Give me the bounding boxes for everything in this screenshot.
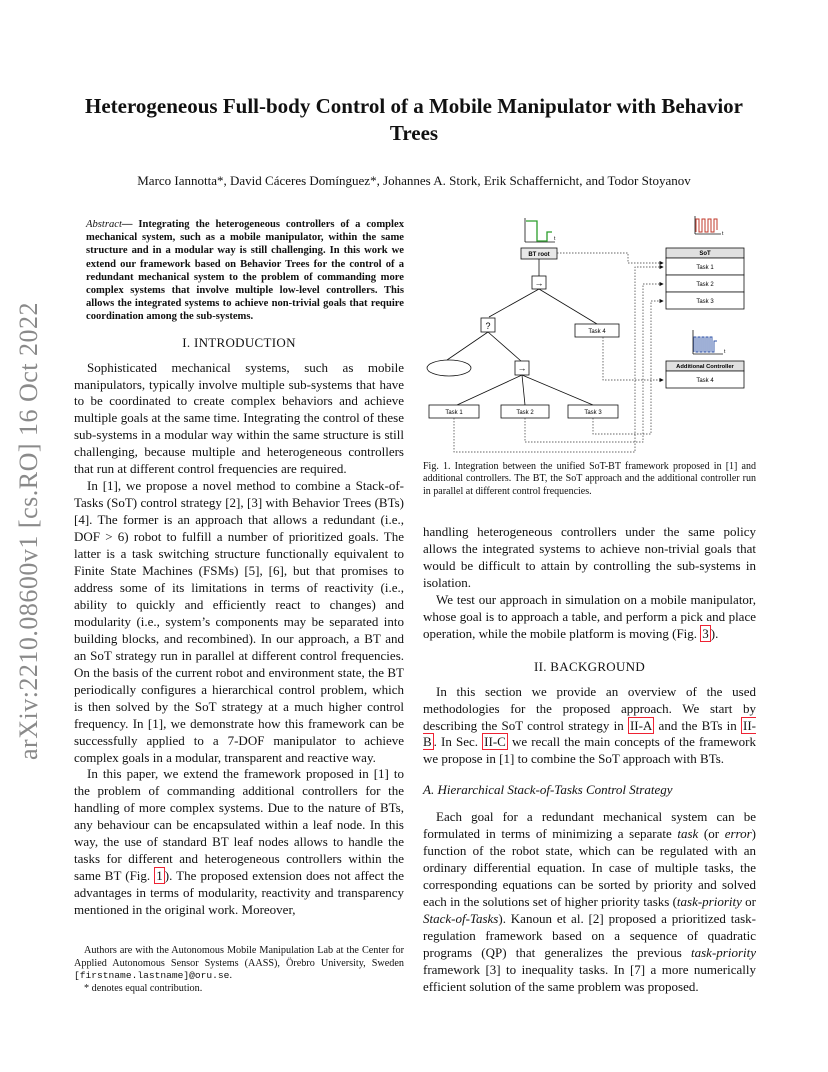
paper-authors: Marco Iannotta*, David Cáceres Domínguez*, Johannes A. Stork, Erik Schaffernicht, and Todor Stoyanov (137, 173, 691, 188)
background-paragraph-1 (423, 684, 756, 769)
additional-controller-block (666, 361, 744, 388)
footnote-equal-contribution: * denotes equal contribution. (84, 983, 203, 995)
section-heading-introduction: I. INTRODUCTION (182, 334, 296, 350)
intro-paragraph-2: In [1], we propose a novel method to combine a Stack-of-Tasks (SoT) control strategy [2], [3] with Behavior Trees (BTs) [4]. The former is an approach that allows a redundant (i.e., DOF > 6) robot to fulfill a number of prioritized goals. The latter is a task switching structure functionally equivalent to Finite State Machines (FSMs) [5], [6], but that promises to address some of its limitations in terms of reactivity (i.e., ability to quickly and efficiently react to changes) and modularity (i.e., system’s components may be separated into building blocks, and recombined). In our approach, a BT and an SoT strategy run in parallel at different control frequencies. On the basis of the current robot and environment state, the BT periodically configures a hierarchical control problem, which is then solved by the SoT strategy at a much higher control frequency. In [1], we demonstrate how this framework can be successfully applied to a 7-DOF manipulator to achieve complex goals in a modular, transparent and reactive way. (74, 478, 404, 765)
text-span: or (741, 894, 756, 910)
sot-task-1-label: Task 1 (696, 265, 714, 271)
sot-task-2-label: Task 2 (696, 282, 714, 288)
sequence-node-bottom (515, 361, 529, 375)
text-span: error (724, 826, 752, 842)
abstract-text: — Integrating the heterogeneous controllers of a complex mechanical system, such as a mobile manipulator, within the same structure and in a modular way is still challenging. In this work we extend our framework based on Behavior Trees for the control of a redundant mechanical system to the problem of commanding more complex systems that involve multiple low-level controllers. This allows the integrated systems to achieve non-trivial goals that require coordination among the sub-systems. (86, 219, 404, 323)
sot-label: SoT (699, 251, 711, 257)
left-column (74, 218, 404, 919)
section-heading-background: II. BACKGROUND (533, 658, 646, 674)
text-span: we recall the main concepts of the framework we propose in [1] to combine the SoT approach with BTs. (423, 734, 756, 767)
section-reference-link-iic[interactable]: II-C (484, 734, 506, 750)
abstract-label: Abstract (86, 219, 122, 230)
right-column (423, 524, 756, 996)
sequence-node-top (532, 276, 546, 289)
text-span: ). The proposed extension does not affect the advantages in terms of modularity, reactivity and transparency mentioned in the original work. Moreover, (74, 868, 404, 918)
text-span: ) function of the robot state, which can be regulated with an ordinary differential equation. In case of multiple tasks, the corresponding equations can be sorted by priority and solved each in the solutions set of higher priority tasks ( (423, 826, 756, 910)
intro-paragraph-4 (423, 592, 756, 643)
bt-task-3-node (568, 405, 618, 418)
figure-reference-link[interactable]: 1 (156, 868, 163, 884)
text-span: framework [3] to inequality tasks. In [7] a more numerically efficient solution of the same problem was proposed. (423, 961, 756, 994)
text-span: Each goal for a redundant mechanical system can be formulated in terms of minimizing a separate (423, 809, 756, 842)
signal-t-label: t (554, 236, 556, 242)
additional-controller-label: Additional Controller (676, 364, 734, 370)
figure-diagram (423, 210, 757, 460)
text-span: Authors are with the Autonomous Mobile Manipulation Lab at the Center for Applied Autonomous Sensor Systems (AASS), Örebro University, Sweden (74, 945, 404, 969)
dotted-connections (454, 253, 663, 452)
fallback-symbol: ? (485, 321, 491, 331)
task-3-label: Task 3 (584, 410, 602, 416)
text-span: task-priority (691, 944, 756, 960)
task-1-label: Task 1 (445, 410, 463, 416)
fallback-node (481, 318, 495, 332)
footnote-affiliation (74, 945, 404, 983)
controller-task-4-label: Task 4 (696, 378, 714, 384)
section-reference-link-iia[interactable]: II-A (629, 717, 653, 733)
text-span: We test our approach in simulation on a mobile manipulator, whose goal is to approach a table, and perform a pick and place operation, while the mobile platform is moving (Fig. (423, 591, 756, 641)
sot-signal-icon (695, 216, 724, 237)
sot-paragraph (423, 809, 756, 995)
signal-t-label: t (722, 231, 724, 237)
figure-caption: Fig. 1. Integration between the unified SoT-BT framework proposed in [1] and additional controllers. The BT, the SoT approach and the additional controller run in parallel at different control frequencies. (423, 461, 756, 497)
sot-block (666, 248, 744, 309)
bt-task-1-node (429, 405, 479, 418)
section-reference-link-iib[interactable]: II-B (423, 717, 756, 750)
text-span: . In Sec. (433, 734, 483, 750)
bt-root-label: BT root (528, 252, 550, 258)
intro-paragraph-3-continued: handling heterogeneous controllers under the same policy allows the integrated systems to achieve non-trivial goals that would be difficult to attain by controlling the sub-systems in isolation. (423, 524, 756, 590)
bt-task-4-node (575, 324, 619, 337)
text-span: ). (710, 625, 719, 641)
text-span: (or (698, 826, 725, 842)
subsection-heading-sot: A. Hierarchical Stack-of-Tasks Control Strategy (423, 782, 673, 798)
figure-1 (423, 210, 757, 460)
abstract (86, 218, 404, 324)
text-span: . (229, 970, 232, 982)
bt-task-2-node (501, 405, 549, 418)
paper-title: Heterogeneous Full-body Control of a Mobile Manipulator with Behavior Trees (84, 94, 743, 145)
text-span: Stack-of-Tasks (423, 911, 499, 927)
footnote (74, 945, 404, 996)
task-2-label: Task 2 (516, 410, 534, 416)
arxiv-stamp: arXiv:2210.08600v1 [cs.RO] 16 Oct 2022 (14, 301, 43, 760)
bt-root-node (521, 248, 557, 259)
text-span: ). Kanoun et al. [2] proposed a prioritized task-regulation framework based on a sequence of quadratic programs (QP) that generalizes the previous (423, 911, 756, 960)
footnote-email: [firstname.lastname]@oru.se (74, 970, 230, 982)
text-span: In this paper, we extend the framework proposed in [1] to the problem of commanding additional controllers for the handling of more complex systems. Due to the nature of BTs, any behaviour can be encapsulated within a leaf node. In this way, the use of standard BT leaf nodes allows to handle the tasks for different and heterogeneous controllers within the same BT (Fig. (74, 766, 404, 884)
controller-signal-icon (693, 330, 726, 355)
signal-t-label: t (724, 349, 726, 355)
text-span: and the BTs in (654, 717, 741, 733)
text-span: task-priority (676, 894, 742, 910)
intro-paragraph-1: Sophisticated mechanical systems, such as mobile manipulators, typically involve multiple sub-systems that have to be coordinated to create complex behaviors and achieve multiple goals at the same time. Integrating the control of these sub-systems in a modular way within the same structure is still challenging, because multiple and heterogeneous controllers that run at different control frequencies are required. (74, 359, 404, 477)
text-span: task (677, 826, 699, 842)
sot-task-3-label: Task 3 (696, 299, 714, 305)
sequence-symbol-2: → (517, 363, 527, 373)
text-span: In this section we provide an overview of the used methodologies for the proposed approach. We start by describing the SoT control strategy in (423, 683, 756, 733)
intro-paragraph-3 (74, 766, 404, 919)
bt-signal-icon (525, 218, 556, 242)
sequence-symbol: → (534, 278, 544, 288)
condition-node (427, 360, 471, 376)
figure-reference-link[interactable]: 3 (702, 625, 709, 641)
task-4-label: Task 4 (588, 329, 606, 335)
